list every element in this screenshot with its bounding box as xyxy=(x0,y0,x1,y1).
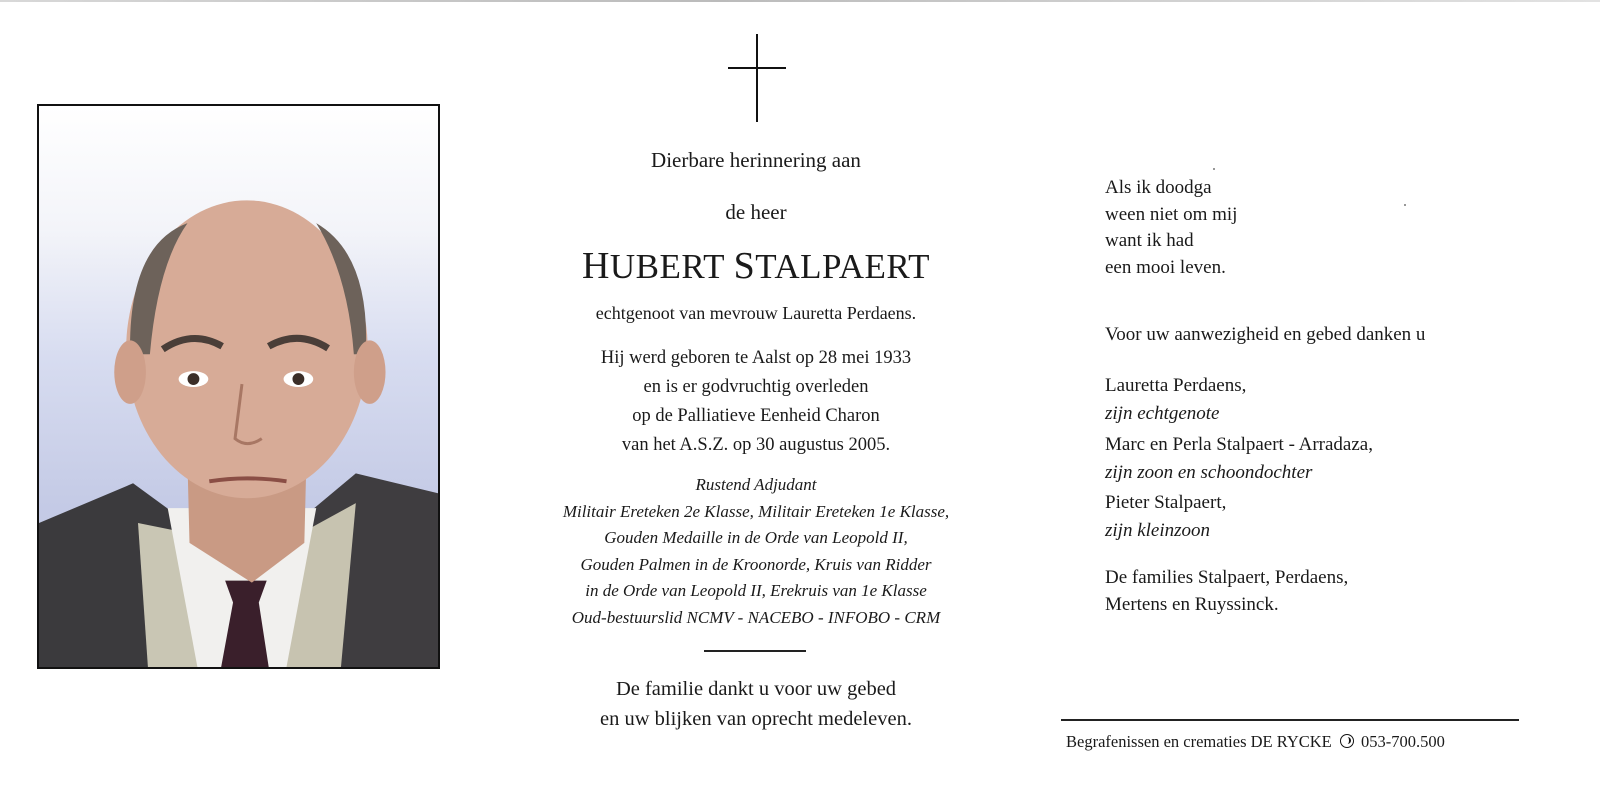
spouse-line: echtgenoot van mevrouw Lauretta Perdaens. xyxy=(595,303,917,323)
undertaker-name: Begrafenissen en crematies DE RYCKE xyxy=(1066,732,1332,751)
extended-families-line: De families Stalpaert, Perdaens, xyxy=(1105,567,1349,588)
poem xyxy=(1105,175,1237,281)
family-member-name: Pieter Stalpaert, xyxy=(1105,492,1227,513)
family-member-name: Marc en Perla Stalpaert - Arradaza, xyxy=(1105,434,1373,455)
family-member-relation: zijn zoon en schoondochter xyxy=(1105,462,1313,483)
poem-line: een mooi leven. xyxy=(1105,256,1226,278)
family-member-relation: zijn echtgenote xyxy=(1105,403,1220,424)
bio-line: van het A.S.Z. op 30 augustus 2005. xyxy=(621,435,891,455)
first-name-rest: UBERT xyxy=(609,247,725,286)
thanks-line: De familie dankt u voor uw gebed xyxy=(615,678,897,700)
bio-line: op de Palliatieve Eenheid Charon xyxy=(632,406,880,426)
bio-line: en is er godvruchtig overleden xyxy=(643,377,869,397)
family-member xyxy=(1105,431,1373,487)
first-name-initial: H xyxy=(581,245,610,287)
footer-rule xyxy=(1061,719,1519,721)
poem-line: Als ik doodga xyxy=(1105,177,1212,198)
poem-line: want ik had xyxy=(1105,230,1194,251)
honor-line: Militair Ereteken 2e Klasse, Militair Ereteken 1e Klasse, xyxy=(562,501,950,521)
biography xyxy=(520,344,992,460)
family-member-relation: zijn kleinzoon xyxy=(1105,520,1211,541)
card-top-edge xyxy=(0,0,1600,2)
speck xyxy=(1404,204,1406,206)
family-thanks xyxy=(520,674,992,734)
speck xyxy=(1213,168,1215,170)
honor-line: in de Orde van Leopold II, Erekruis van 1e Klasse xyxy=(585,581,927,600)
extended-families-line: Mertens en Ruyssinck. xyxy=(1105,594,1279,615)
phone-icon xyxy=(1340,734,1354,748)
honorific: de heer xyxy=(725,200,787,224)
family-member-name: Lauretta Perdaens, xyxy=(1105,375,1247,396)
poem-line: ween niet om mij xyxy=(1105,203,1238,225)
thanks-line: en uw blijken van oprecht medeleven. xyxy=(600,708,912,730)
honor-line: Rustend Adjudant xyxy=(695,475,817,494)
portrait-illustration xyxy=(39,106,438,667)
honors-list xyxy=(520,472,992,631)
family-member xyxy=(1105,372,1246,428)
deceased-name xyxy=(520,244,992,288)
intro-text: Dierbare herinnering aan xyxy=(651,148,861,172)
honor-line: Gouden Palmen in de Kroonorde, Kruis van Ridder xyxy=(580,554,932,574)
gratitude-line: Voor uw aanwezigheid en gebed danken u xyxy=(1105,324,1426,345)
family-member xyxy=(1105,489,1226,545)
cross-icon xyxy=(728,34,786,122)
portrait-photo xyxy=(37,104,440,669)
center-divider xyxy=(704,650,806,652)
honor-line: Oud-bestuurslid NCMV - NACEBO - INFOBO - CRM xyxy=(571,607,941,627)
honor-line: Gouden Medaille in de Orde van Leopold II, xyxy=(604,528,908,547)
bio-line: Hij werd geboren te Aalst op 28 mei 1933 xyxy=(600,348,912,368)
undertaker-footer xyxy=(1066,732,1445,752)
last-name-rest: TALPAERT xyxy=(755,247,931,286)
last-name-initial: S xyxy=(733,245,756,287)
undertaker-phone: 053-700.500 xyxy=(1361,732,1445,751)
extended-families xyxy=(1105,564,1348,618)
